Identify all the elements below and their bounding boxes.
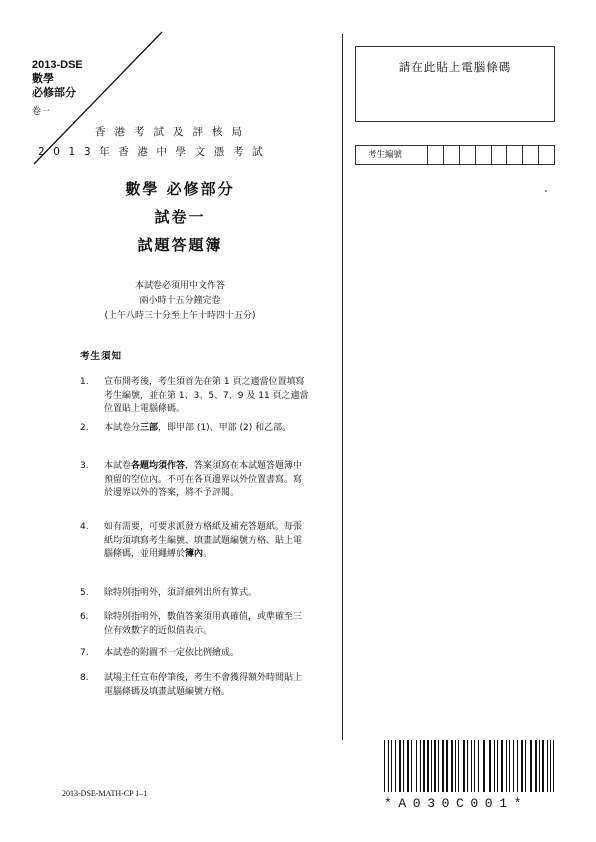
candidate-digit-box (444, 146, 460, 164)
instruction-text: 本試卷分三部，即甲部 (1)、甲部 (2) 和乙部。 (104, 423, 292, 433)
instruction-item (80, 422, 310, 436)
barcode-bar (458, 740, 459, 792)
barcode-bar (411, 740, 412, 792)
barcode-bar (384, 740, 385, 792)
barcode-image (384, 740, 556, 792)
barcode-bar (431, 740, 432, 792)
instruction-text: 本試卷各題均須作答，答案須寫在本試題答題簿中預留的空位內。不可在各頁邊界以外位置書寫。寫於邊界以外的答案，將不予評閱。 (104, 461, 303, 498)
barcode-bar (416, 740, 417, 792)
instruction-text: 試場主任宣布停筆後，考生不會獲得額外時間貼上電腦條碼及填畫試題編號方格。 (104, 673, 303, 697)
time-range: (上午八時三十分至上午十時四十五分) (104, 311, 256, 321)
barcode-bar (530, 740, 532, 792)
booklet-title: 試題答題簿 (137, 236, 223, 254)
candidate-number-grid (355, 145, 555, 165)
barcode-bar (463, 740, 465, 792)
barcode-label-text: 請在此貼上電腦條碼 (398, 60, 512, 74)
candidate-digit-box (507, 146, 523, 164)
instructions-heading: 考生須知 (80, 351, 123, 362)
instruction-text: 除特別指明外，須詳細列出所有算式。 (104, 588, 258, 598)
barcode-bar (489, 740, 491, 792)
instruction-number: 5. (80, 588, 89, 598)
barcode-bar (553, 740, 554, 792)
barcode-bar (539, 740, 540, 792)
paper-title: 試卷一 (154, 208, 206, 226)
corner-exam-code: 2013-DSE (32, 59, 83, 71)
barcode-bar (474, 740, 475, 792)
duration: 兩小時十五分鐘完卷 (139, 296, 221, 306)
barcode-bar (525, 740, 526, 792)
instruction-item (80, 376, 310, 417)
instruction-number: 6. (80, 612, 89, 622)
barcode-bar (467, 740, 468, 792)
instruction-number: 1. (80, 377, 89, 387)
barcode-bar (427, 740, 429, 792)
corner-paper: 卷一 (32, 106, 51, 116)
instruction-item (80, 647, 310, 661)
barcode-bar (438, 740, 439, 792)
instruction-text: 如有需要，可要求派發方格紙及補充答題紙。每張紙均須填寫考生編號、填畫試題編號方格、貼上電腦條碼，並用繩縛於簿內。 (104, 522, 303, 559)
barcode-number: *A030C001* (384, 796, 529, 811)
barcode-bar (455, 740, 456, 792)
instruction-item (80, 460, 310, 501)
barcode-bar (446, 740, 448, 792)
corner-module: 必修部分 (32, 87, 76, 99)
instruction-text: 宣布開考後，考生須首先在第 1 頁之適當位置填寫考生編號，並在第 1、3、5、7、9 及 11 頁之適當位置貼上電腦條碼。 (104, 377, 309, 414)
instruction-item (80, 611, 310, 638)
instruction-number: 3. (80, 461, 89, 471)
instruction-text: 本試卷的附圖不一定依比例繪成。 (104, 648, 240, 658)
barcode-bar (497, 740, 498, 792)
instruction-text: 除特別指明外，數值答案須用真確值，或準確至三位有效數字的近似值表示。 (104, 612, 303, 636)
corner-subject: 數學 (32, 73, 54, 85)
barcode-bar (399, 740, 401, 792)
barcode-bar (483, 740, 485, 792)
barcode-bar (423, 740, 425, 792)
barcode-bar (535, 740, 537, 792)
barcode-bar (542, 740, 544, 792)
barcode-bar (494, 740, 495, 792)
subject-title: 數學 必修部分 (125, 180, 235, 198)
candidate-number-label: 考生編號 (356, 146, 428, 164)
barcode-bar (442, 740, 444, 792)
language-instruction: 本試卷必須用中文作答 (134, 281, 225, 291)
corner-label (32, 58, 83, 118)
barcode-bar (395, 740, 396, 792)
candidate-digit-box (428, 146, 444, 164)
candidate-digit-box (460, 146, 476, 164)
barcode-bar (420, 740, 421, 792)
barcode-bar (550, 740, 551, 792)
barcode-bar (471, 740, 472, 792)
scan-speck (545, 190, 547, 192)
barcode-bar (547, 740, 548, 792)
vertical-divider (342, 34, 343, 740)
barcode-bar (403, 740, 404, 792)
barcode-bar (506, 740, 507, 792)
barcode-bar (501, 740, 503, 792)
authority-name: 香港考試及評核局 (95, 126, 251, 138)
instruction-item (80, 521, 310, 562)
instruction-item (80, 672, 310, 699)
instruction-number: 7. (80, 648, 89, 658)
instruction-number: 4. (80, 522, 89, 532)
instruction-number: 8. (80, 673, 89, 683)
barcode-bar (513, 740, 514, 792)
barcode-bar (407, 740, 409, 792)
barcode-bar (391, 740, 392, 792)
instruction-item (80, 587, 310, 601)
barcode-bar (388, 740, 389, 792)
candidate-digit-box (492, 146, 508, 164)
barcode-label-box (355, 46, 555, 122)
barcode-bar (451, 740, 453, 792)
barcode-bar (434, 740, 436, 792)
candidate-digit-box (523, 146, 539, 164)
instruction-number: 2. (80, 423, 89, 433)
page-code: 2013-DSE-MATH-CP 1–1 (62, 789, 148, 798)
candidate-digit-box (476, 146, 492, 164)
exam-name: 2013年香港中學文憑考試 (38, 146, 272, 158)
barcode-bar (521, 740, 523, 792)
candidate-digit-box (539, 146, 554, 164)
barcode-bar (517, 740, 518, 792)
barcode-bar (478, 740, 479, 792)
barcode-bar (509, 740, 510, 792)
